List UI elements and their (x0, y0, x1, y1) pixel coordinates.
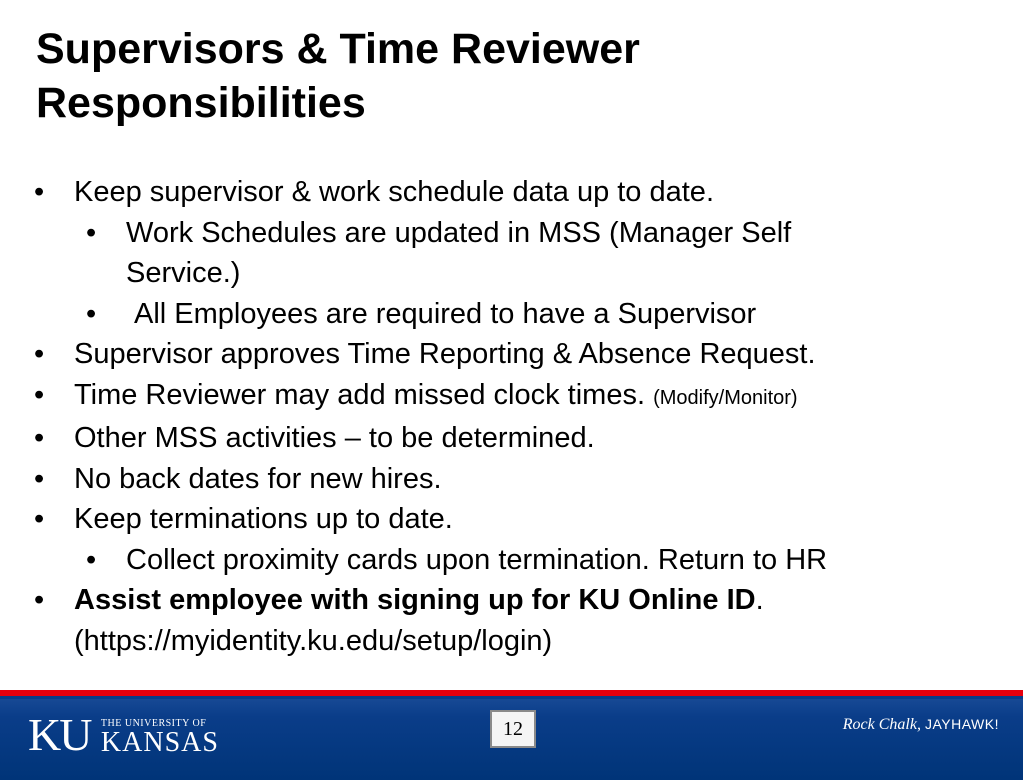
list-item (30, 499, 1010, 540)
list-item-punctuation: . (755, 584, 764, 616)
bullet-marker: • (34, 378, 45, 411)
bullet-list (30, 172, 1010, 661)
tagline-rock-chalk: Rock Chalk, (842, 716, 921, 733)
ku-logo-kansas: KANSAS (100, 727, 219, 758)
bullet-marker: • (34, 176, 45, 208)
slide-title-line1: Supervisors & Time Reviewer (36, 25, 640, 73)
page-number: 12 (490, 710, 536, 748)
bullet-marker: • (34, 338, 45, 370)
list-item-text: Time Reviewer may add missed clock times. (74, 378, 654, 411)
bullet-marker: • (34, 422, 45, 454)
sub-list-item (30, 540, 1010, 581)
ku-logo-monogram: KU (28, 709, 91, 760)
sub-list-item (30, 294, 1010, 335)
ku-logo-university: THE UNIVERSITY OF (100, 718, 207, 729)
list-item-text: Keep supervisor & work schedule data up to date. (74, 176, 714, 208)
footer-red-stripe (0, 690, 1023, 699)
list-item-note: (Modify/Monitor) (653, 386, 798, 409)
list-item (30, 334, 1010, 375)
bullet-marker: • (86, 297, 97, 330)
bullet-marker: • (86, 216, 97, 249)
slide-title-line2: Responsibilities (36, 79, 366, 127)
list-item-url: (https://myidentity.ku.edu/setup/login) (74, 624, 553, 657)
list-item (30, 418, 1010, 459)
list-item-text: Supervisor approves Time Reporting & Absence Request. (74, 338, 816, 370)
sub-list-item-text: All Employees are required to have a Supervisor (134, 297, 757, 330)
list-item-text: Other MSS activities – to be determined. (74, 422, 595, 454)
bullet-marker: • (34, 584, 45, 616)
list-item-text: Keep terminations up to date. (74, 503, 453, 535)
sub-list-item-text-continued: Service.) (126, 257, 241, 289)
list-item (30, 459, 1010, 500)
list-item (30, 375, 1010, 419)
sub-list-item-text: Collect proximity cards upon termination. Return to HR (126, 543, 828, 576)
footer-tagline (843, 716, 999, 734)
list-item (30, 172, 1010, 213)
list-item-text: No back dates for new hires. (74, 462, 442, 495)
sub-list-item-text: Work Schedules are updated in MSS (Manager Self (126, 216, 792, 249)
ku-logo-wordmark (101, 718, 219, 757)
bullet-marker: • (34, 462, 45, 495)
list-item-bold-text: Assist employee with signing up for KU Online ID (74, 584, 756, 616)
ku-logo (28, 709, 219, 760)
list-item (30, 580, 1010, 661)
slide-title (36, 22, 996, 130)
bullet-marker: • (86, 543, 97, 576)
tagline-jayhawk: JAYHAWK! (924, 716, 999, 732)
sub-list-item (30, 213, 1010, 294)
bullet-marker: • (34, 503, 45, 535)
footer-bar (0, 690, 1023, 780)
